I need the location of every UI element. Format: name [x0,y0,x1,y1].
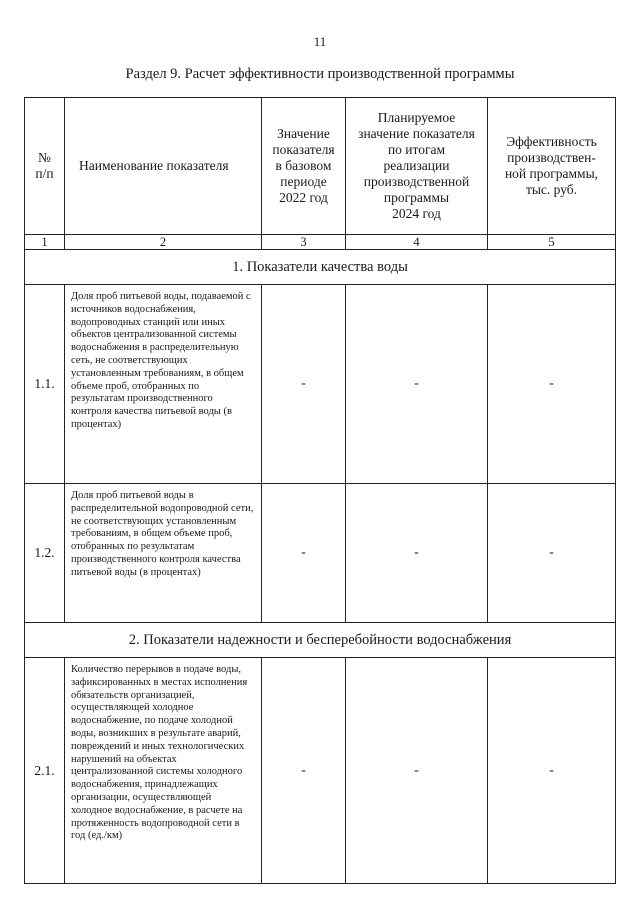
header-indicator-name: Наименование показателя [65,98,262,235]
table-row [25,484,616,623]
row-base-value: - [262,484,346,623]
row-index: 2.1. [25,658,65,884]
row-planned-value: - [346,285,488,484]
row-planned-value: - [346,484,488,623]
row-description: Доля проб питьевой воды в распределительной водопроводной сети, не соответствующих установленным требованиям, в общем объеме проб, отобранных по результатам производственного контроля качества питьевой воды (в процентах) [65,484,262,623]
group-title: 2. Показатели надежности и бесперебойности водоснабжения [25,623,616,658]
group-header-row [25,623,616,658]
column-number: 4 [346,235,488,250]
row-base-value: - [262,285,346,484]
row-index: 1.1. [25,285,65,484]
row-base-value: - [262,658,346,884]
header-number: № п/п [25,98,65,235]
row-efficiency: - [488,484,616,623]
row-planned-value: - [346,658,488,884]
column-number: 3 [262,235,346,250]
column-number: 1 [25,235,65,250]
group-header-row [25,250,616,285]
table-row [25,658,616,884]
row-index: 1.2. [25,484,65,623]
row-description: Доля проб питьевой воды, подаваемой с источников водоснабжения, водопроводных станций или иных объектов централизованной системы водоснабжения в распределительную сеть, не соответствующих установленным требованиям, в общем объеме проб, отобранных по результатам производственного контроля качества питьевой воды (в процентах) [65,285,262,484]
row-efficiency: - [488,285,616,484]
column-number: 5 [488,235,616,250]
header-efficiency: Эффективность производствен- ной программы, тыс. руб. [488,98,616,235]
row-description: Количество перерывов в подаче воды, зафиксированных в местах исполнения обязательств организацией, осуществляющей холодное водоснабжение, по подаче холодной воды, возникших в результате аварий, повреждений и иных технологических нарушений на объектах централизованной системы холодного водоснабжения, принадлежащих организации, осуществляющей холодное водоснабжение, в расчете на протяженность водопроводной сети в год (ед./км) [65,658,262,884]
column-numbers-row [25,235,616,250]
group-title: 1. Показатели качества воды [25,250,616,285]
header-planned-value: Планируемое значение показателя по итогам реализации производственной программы 2024 год [346,98,488,235]
table-header-row [25,98,616,235]
section-title: Раздел 9. Расчет эффективности производственной программы [125,66,515,82]
table-row [25,285,616,484]
header-base-value: Значение показателя в базовом периоде 2022 год [262,98,346,235]
row-efficiency: - [488,658,616,884]
column-number: 2 [65,235,262,250]
page-number: 11 [313,34,327,49]
efficiency-table [24,97,616,884]
